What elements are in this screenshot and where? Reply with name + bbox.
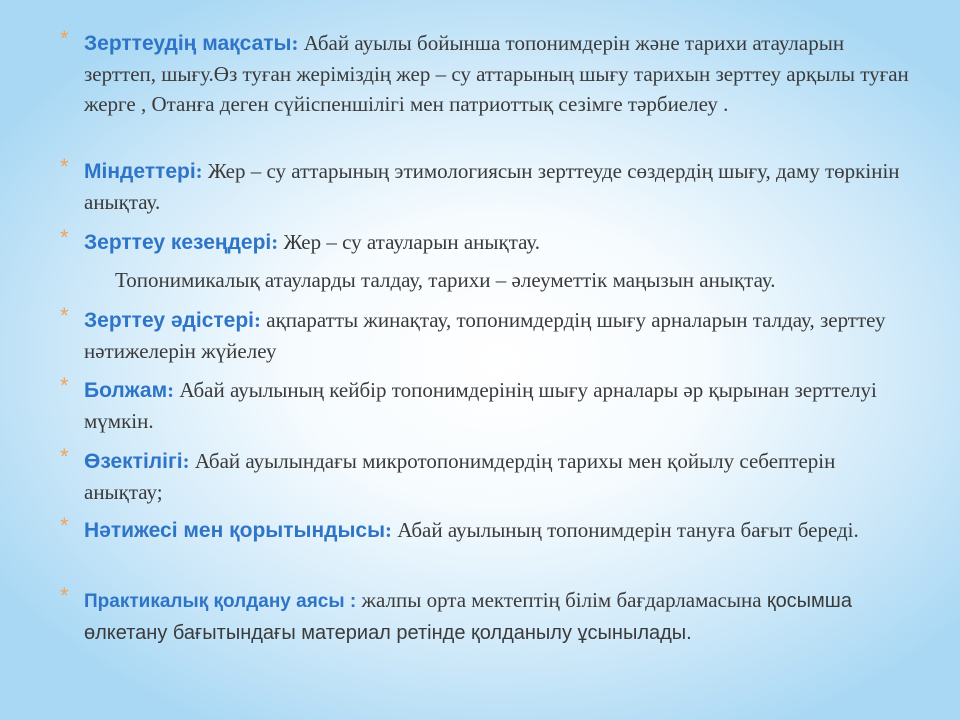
application-text-cont: қосымша өлкетану бағытындағы материал ретінде қолданылу ұсынылады. (84, 590, 852, 644)
bullet-marker: * (60, 583, 69, 608)
bullet-methods (62, 305, 912, 366)
tasks-text: Жер – су аттарының этимологиясын зерттеуде сөздердің шығу, даму төркінін анықтау. (84, 159, 900, 214)
relevance-heading: Өзектілігі (84, 450, 183, 473)
colon: : (195, 159, 203, 183)
bullet-marker: * (60, 225, 69, 250)
stages-subline: Топонимикалық атауларды талдау, тарихи – әлеуметтік маңызын анықтау. (115, 268, 776, 292)
colon: : (167, 378, 175, 402)
colon: : (254, 308, 262, 332)
bullet-tasks (62, 156, 912, 217)
tasks-heading: Міндеттері (84, 160, 196, 183)
results-text: Абай ауылының топонимдерін тануға бағыт береді. (392, 518, 859, 542)
application-heading: Практикалық қолдану аясы : (84, 591, 362, 612)
relevance-text: Абай ауылындағы микротопонимдердің тарихы мен қойылу себептерін анықтау; (84, 449, 836, 504)
application-text: жалпы орта мектептің білім бағдарламасына (361, 588, 767, 612)
methods-heading: Зерттеу әдістері (84, 309, 255, 332)
bullet-purpose (62, 28, 912, 119)
bullet-marker: * (60, 444, 69, 469)
colon: : (271, 230, 279, 254)
hypothesis-heading: Болжам (84, 379, 168, 402)
bullet-marker: * (60, 303, 69, 328)
bullet-relevance (62, 446, 912, 507)
bullet-results (62, 515, 912, 546)
bullet-application (62, 585, 912, 648)
colon: : (291, 31, 299, 55)
purpose-heading: Зерттеудің мақсаты (84, 32, 292, 55)
purpose-text: Абай ауылы бойынша топонимдерін және тарихи атауларын зерттеп, шығу.Өз туған жеріміздің жер – су аттарының шығу тарихын зерттеу арқылы туған жерге , Отанға деген сүйіспеншілігі мен патриоттық сезімге тәрбиелеу . (84, 31, 909, 116)
bullet-marker: * (60, 26, 69, 51)
bullet-stages (62, 227, 912, 258)
bullet-hypothesis (62, 375, 912, 436)
stages-text: Жер – су атауларын анықтау. (278, 230, 541, 254)
hypothesis-text: Абай ауылының кейбір топонимдерінің шығу арналары әр қырынан зерттелуі мүмкін. (84, 378, 877, 433)
methods-text: ақпаратты жинақтау, топонимдердің шығу арналарын талдау, зерттеу нәтижелерін жүйелеу (84, 308, 886, 363)
bullet-marker: * (60, 154, 69, 179)
colon: : (385, 518, 393, 542)
bullet-marker: * (60, 373, 69, 398)
stages-heading: Зерттеу кезеңдері (84, 231, 272, 254)
colon: : (182, 449, 190, 473)
bullet-marker: * (60, 513, 69, 538)
results-heading: Нәтижесі мен қорытындысы (84, 519, 386, 542)
